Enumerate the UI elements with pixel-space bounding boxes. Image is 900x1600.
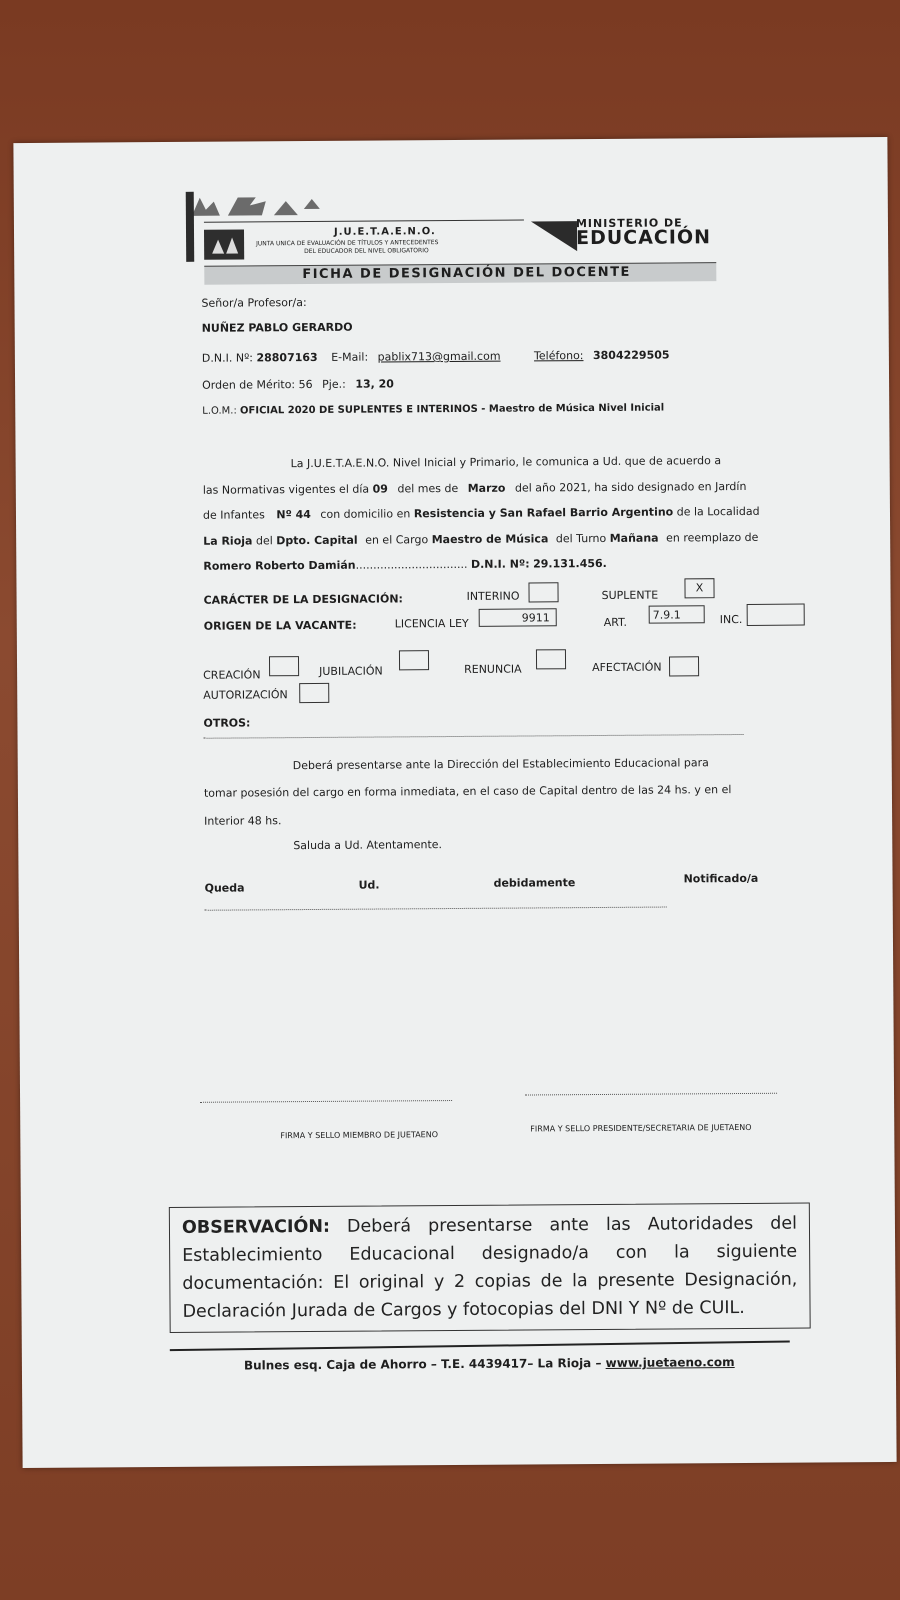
signature-caption-left: FIRMA Y SELLO MIEMBRO DE JUETAENO [280, 1130, 439, 1141]
juetaeno-fullname-2: DEL EDUCADOR DEL NIVEL OBLIGATORIO [304, 247, 429, 256]
paragraph-1-line-3 [203, 505, 760, 522]
p1-text-d: de Infantes [202, 508, 265, 522]
paragraph-1-line-5 [203, 557, 607, 573]
dept-value: Dpto. Capital [276, 533, 358, 548]
queda-word: Queda [204, 881, 245, 895]
pje-label: Pje.: [322, 377, 346, 391]
art-value: 7.9.1 [652, 608, 681, 622]
notified-signature-line[interactable] [205, 907, 667, 911]
creacion-label: CREACIÓN [203, 668, 261, 682]
paragraph-2-line-1: Deberá presentarse ante la Dirección del Establecimiento Educacional para [292, 756, 709, 773]
saluda-line: Saluda a Ud. Atentamente. [293, 838, 443, 853]
caracter-label: CARÁCTER DE LA DESIGNACIÓN: [203, 592, 403, 607]
afectacion-checkbox[interactable] [669, 656, 699, 676]
email-label: E-Mail: [331, 350, 369, 364]
dni-value: 28807163 [256, 350, 318, 365]
la-rioja-logo [186, 191, 326, 220]
dni-row [202, 348, 670, 364]
turno-value: Mañana [609, 531, 659, 545]
otros-line[interactable] [204, 734, 744, 739]
merit-label: Orden de Mérito: [202, 378, 296, 392]
address-value: Resistencia y San Rafael Barrio Argentino [413, 505, 674, 521]
suplente-checkbox[interactable] [684, 578, 714, 598]
jubilacion-label: JUBILACIÓN [319, 664, 383, 678]
replaced-dots: ................................ [355, 557, 468, 572]
renuncia-label: RENUNCIA [464, 662, 522, 676]
lom-value: OFICIAL 2020 DE SUPLENTES E INTERINOS - Maestro de Música Nivel Inicial [239, 402, 665, 417]
notificado-word: Notificado/a [683, 871, 759, 886]
afectacion-label: AFECTACIÓN [592, 660, 662, 675]
suplente-label: SUPLENTE [601, 588, 659, 602]
ministerio-mark [529, 219, 579, 257]
licencia-value: 9911 [521, 611, 550, 625]
p1-text-e: con domicilio en [320, 507, 411, 521]
lom-row [202, 403, 664, 417]
educacion-label: EDUCACIÓN [575, 226, 712, 250]
replaced-name: Romero Roberto Damián [203, 558, 356, 573]
lom-label: L.O.M.: [202, 405, 237, 417]
juetaeno-rule [204, 220, 524, 223]
document-page [13, 137, 896, 1468]
phone-value: 3804229505 [592, 348, 670, 363]
signature-caption-right: FIRMA Y SELLO PRESIDENTE/SECRETARIA DE JUETAENO [530, 1122, 752, 1134]
ud-word: Ud. [358, 878, 380, 892]
otros-label: OTROS: [203, 716, 251, 730]
merit-value: 56 [298, 377, 313, 392]
signature-line-right[interactable] [525, 1093, 777, 1096]
inc-field[interactable] [747, 604, 805, 626]
origen-label: ORIGEN DE LA VACANTE: [203, 618, 357, 633]
footer-rule [170, 1341, 790, 1352]
p1-text-c: del año 2021, ha sido designado en Jardín [514, 479, 747, 495]
footer-website[interactable]: www.juetaeno.com [605, 1355, 735, 1370]
dni-label: D.N.I. Nº: [201, 351, 253, 365]
observation-label: OBSERVACIÓN: [181, 1216, 331, 1238]
juetaeno-acronym: J.U.E.T.A.E.N.O. [333, 226, 436, 238]
footer-address: Bulnes esq. Caja de Ahorro – T.E. 4439417– La Rioja – [243, 1355, 602, 1373]
p1-text-i: del Turno [555, 531, 607, 546]
creacion-checkbox[interactable] [269, 656, 299, 676]
p1-text-h: en el Cargo [365, 533, 429, 547]
autorizacion-checkbox[interactable] [299, 683, 329, 703]
cargo-value: Maestro de Música [431, 532, 549, 547]
p1-text-f: de la Localidad [676, 504, 760, 519]
replaced-dni-value: 29.131.456. [533, 556, 607, 571]
email-value[interactable]: pablix713@gmail.com [377, 349, 501, 364]
month-value: Marzo [467, 481, 506, 495]
merit-row [202, 377, 394, 391]
greeting: Señor/a Profesor/a: [201, 296, 307, 310]
inc-label: INC. [719, 612, 743, 627]
suplente-mark: X [695, 581, 704, 595]
phone-label: Teléfono: [533, 349, 584, 363]
pje-value: 13, 20 [355, 377, 394, 391]
p1-text-g: del [255, 534, 273, 548]
art-label: ART. [603, 615, 628, 629]
interino-label: INTERINO [466, 589, 520, 603]
juetaeno-fullname-1: JUNTA UNICA DE EVALUACIÓN DE TÍTULOS Y ANTECEDENTES [256, 239, 439, 248]
observation-text: Deberá presentarse ante las Autoridades del Establecimiento Educacional designado/a con la siguiente documentación: El original y 2 copias de la presente Designación, Declaración Jurada de Cargos y fotocopias del DNI Y Nº de CUIL. [182, 1213, 798, 1322]
footer-contact [244, 1355, 735, 1372]
jubilacion-checkbox[interactable] [399, 650, 429, 670]
p1-text-j: en reemplazo de [666, 530, 759, 545]
paragraph-1-line-1: La J.U.E.T.A.E.N.O. Nivel Inicial y Primario, le comunica a Ud. que de acuerdo a [290, 454, 722, 471]
p1-text-b: del mes de [397, 481, 459, 496]
paragraph-1-line-4 [203, 531, 758, 548]
licencia-label: LICENCIA LEY [394, 616, 469, 631]
day-value: 09 [372, 482, 388, 496]
school-number: Nº 44 [276, 507, 311, 522]
teacher-name: NUÑEZ PABLO GERARDO [201, 320, 353, 335]
signature-line-left[interactable] [200, 1100, 452, 1103]
page-title: FICHA DE DESIGNACIÓN DEL DOCENTE [302, 264, 631, 283]
replaced-dni-label: D.N.I. Nº: [470, 557, 530, 571]
paragraph-1-line-2 [203, 480, 747, 497]
autorizacion-label: AUTORIZACIÓN [203, 688, 288, 702]
observation-box [169, 1203, 811, 1333]
ministerio-label: MINISTERIO DE [575, 216, 683, 231]
licencia-field[interactable] [479, 608, 557, 627]
p1-text-a: las Normativas vigentes el día [202, 482, 370, 497]
logo-bar [186, 192, 194, 262]
paragraph-2-line-3: Interior 48 hs. [204, 814, 282, 828]
renuncia-checkbox[interactable] [536, 649, 566, 669]
locality-value: La Rioja [203, 534, 253, 548]
art-field[interactable] [649, 605, 705, 623]
interino-checkbox[interactable] [528, 582, 558, 602]
juetaeno-icon [204, 229, 244, 259]
paragraph-2-line-2: tomar posesión del cargo en forma inmediata, en el caso de Capital dentro de las 24 hs. y en el [203, 783, 732, 800]
debidamente-word: debidamente [493, 876, 576, 890]
